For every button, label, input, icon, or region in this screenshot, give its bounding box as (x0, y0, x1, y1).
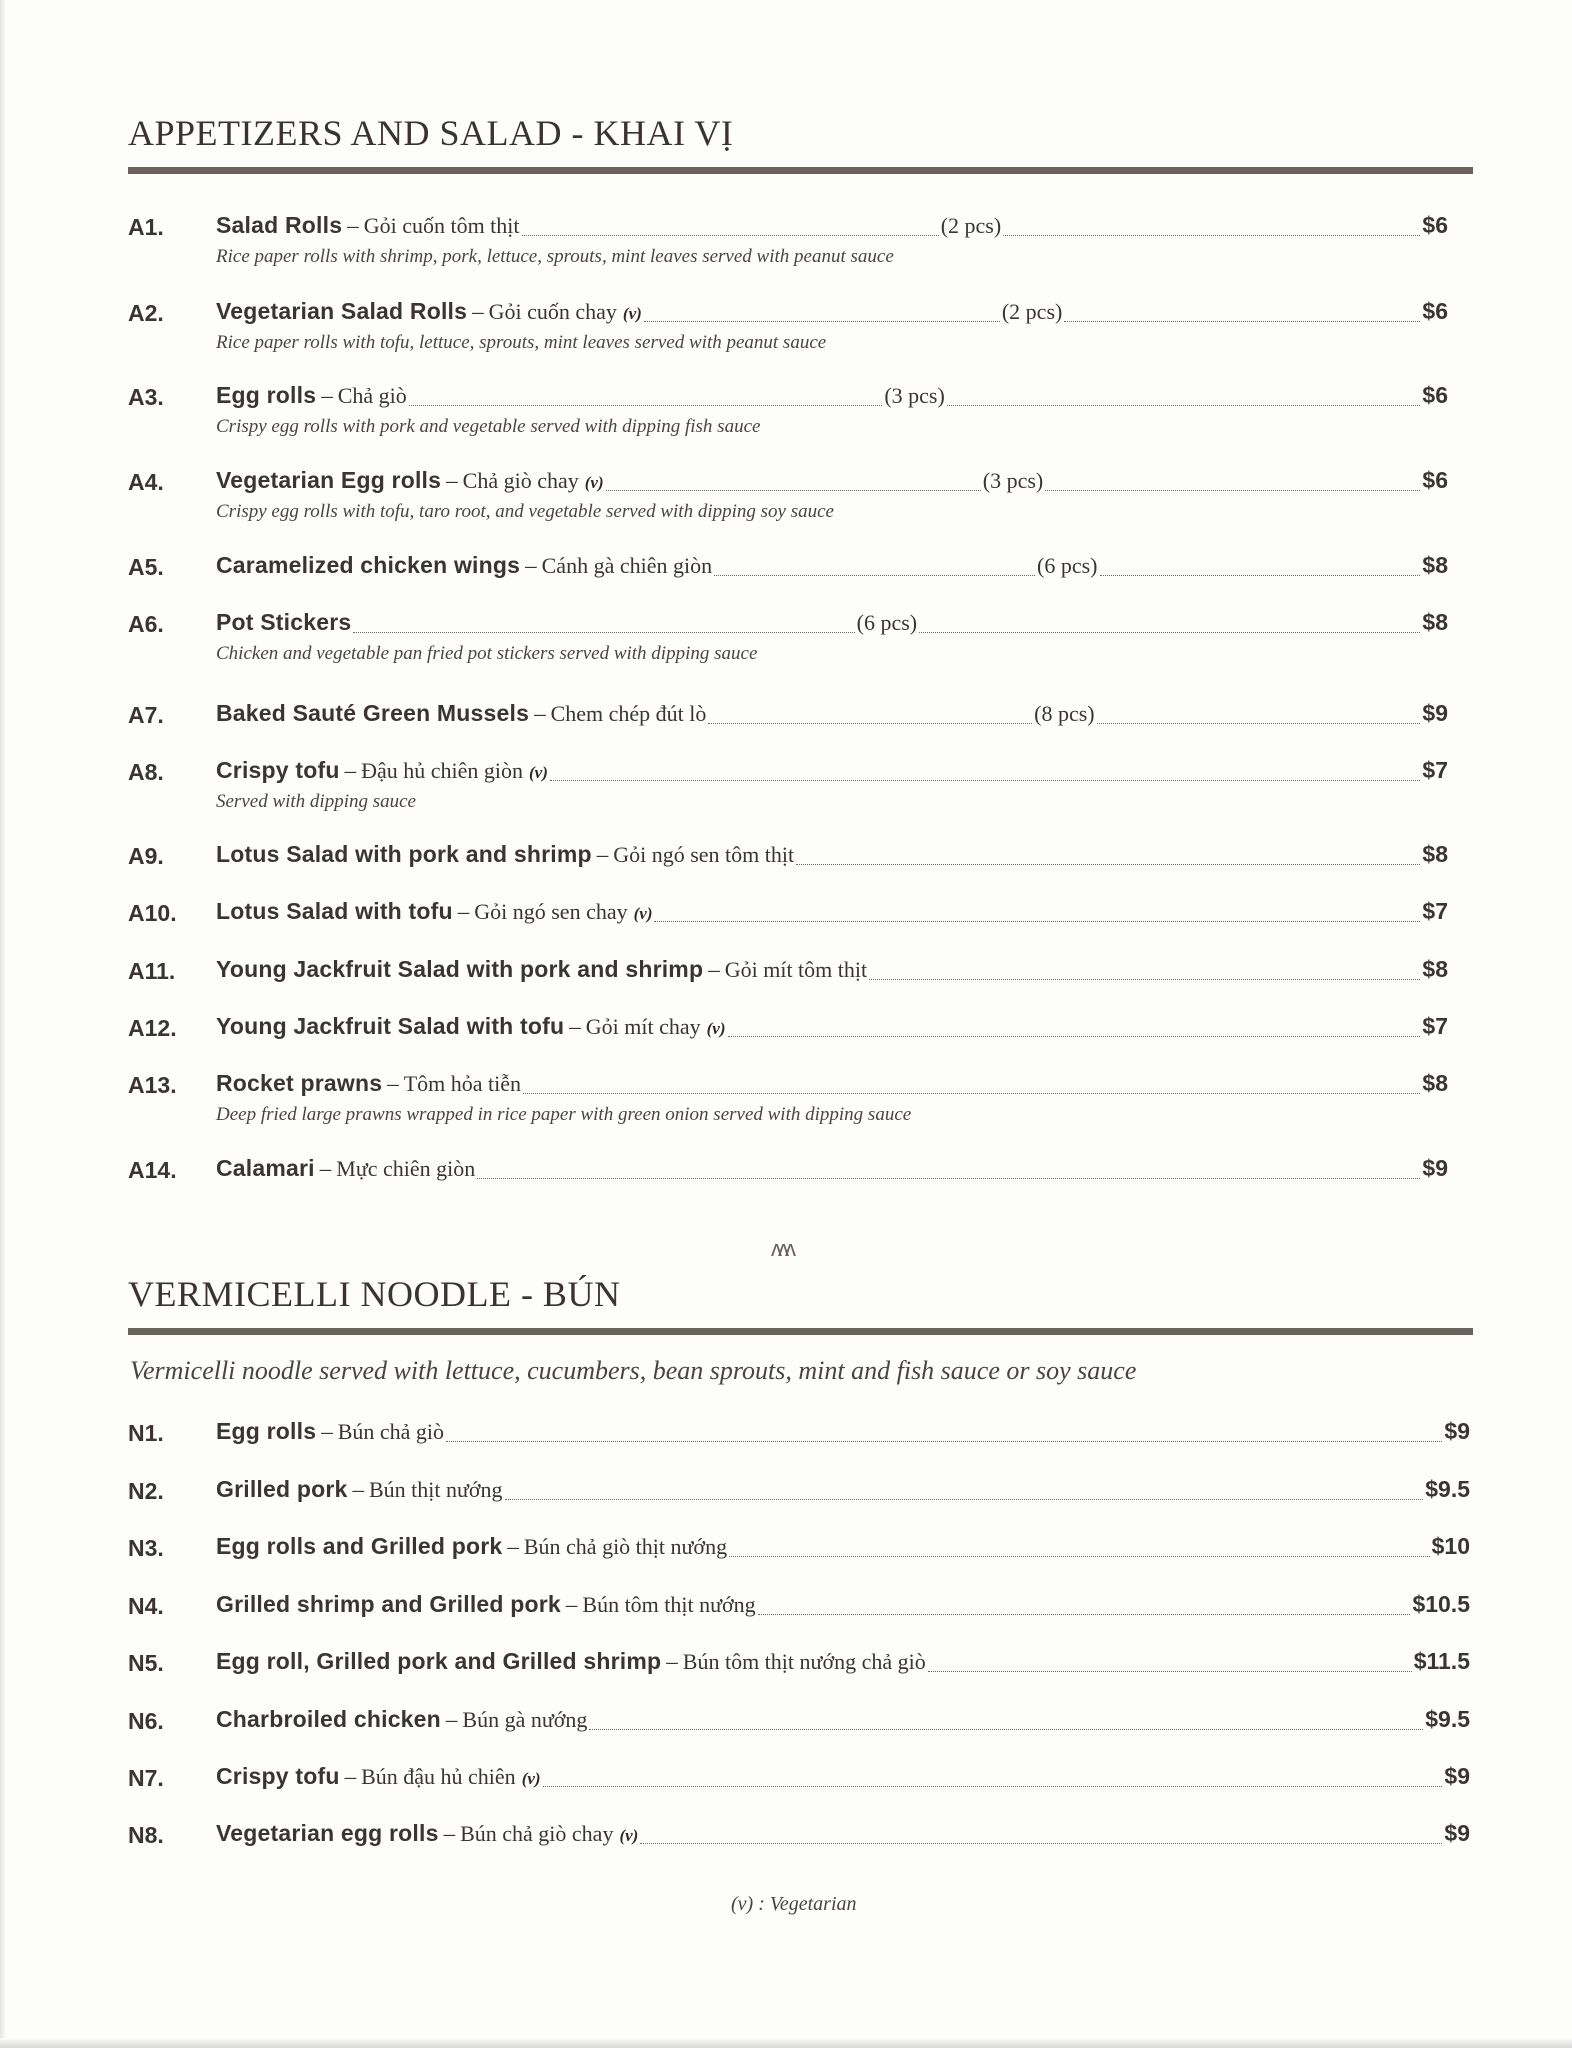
name-separator: – (596, 842, 609, 867)
item-vietnamese-name: Đậu hủ chiên giòn (361, 758, 523, 783)
item-vietnamese-name: Chả giò chay (462, 468, 579, 493)
name-separator: – (445, 1707, 458, 1732)
menu-item-row (216, 298, 1448, 330)
item-vietnamese-name: Cánh gà chiên giòn (541, 553, 713, 578)
item-name: Young Jackfruit Salad with pork and shrimp (216, 956, 704, 982)
item-price: $8 (1422, 1070, 1448, 1096)
name-separator: – (319, 1156, 332, 1181)
item-price: $7 (1422, 757, 1448, 783)
name-separator: – (708, 957, 720, 982)
item-code: N6. (128, 1708, 164, 1734)
item-vietnamese-name: Gỏi mít chay (585, 1014, 701, 1039)
menu-item-row (216, 609, 1448, 641)
item-quantity: (3 pcs) (884, 383, 945, 408)
scan-edge-bottom (0, 2038, 1572, 2048)
dotted-leader (796, 863, 1420, 865)
noodles-title: VERMICELLI NOODLE - BÚN (128, 1274, 621, 1314)
item-name: Grilled shrimp and Grilled pork (216, 1591, 561, 1617)
item-name: Calamari (216, 1155, 315, 1181)
item-price: $9.5 (1425, 1476, 1470, 1502)
item-code: N2. (128, 1478, 164, 1504)
item-name: Lotus Salad with pork and shrimp (216, 841, 592, 867)
menu-item-row (216, 552, 1448, 584)
item-code: A7. (128, 702, 164, 728)
item-description: Chicken and vegetable pan fried pot stickers served with dipping sauce (216, 643, 758, 664)
dotted-leader (1045, 489, 1420, 491)
dotted-leader (446, 1440, 1442, 1442)
dotted-leader (947, 404, 1421, 406)
name-separator: – (507, 1534, 519, 1559)
dotted-leader (550, 779, 1421, 781)
name-separator: – (387, 1071, 399, 1096)
name-separator: – (457, 899, 470, 924)
item-vietnamese-name: Bún chả giò chay (460, 1821, 614, 1846)
item-description: Crispy egg rolls with tofu, taro root, and vegetable served with dipping soy sauce (216, 501, 834, 522)
item-price: $7 (1422, 1013, 1448, 1039)
item-price: $6 (1422, 467, 1448, 493)
item-vietnamese-name: Bún chả giò (337, 1419, 445, 1444)
name-separator: – (666, 1649, 678, 1674)
name-separator: – (344, 1764, 357, 1789)
item-price: $11.5 (1413, 1648, 1470, 1674)
dotted-leader (505, 1498, 1424, 1500)
item-code: A12. (128, 1015, 177, 1041)
item-name: Vegetarian Egg rolls (216, 467, 442, 493)
item-price: $7 (1422, 898, 1448, 924)
name-separator: – (446, 468, 458, 493)
item-code: N1. (128, 1420, 164, 1446)
menu-item-row (216, 1418, 1470, 1450)
item-description: Rice paper rolls with tofu, lettuce, sprouts, mint leaves served with peanut sauce (216, 332, 827, 353)
menu-item-row (216, 1013, 1448, 1045)
item-code: A3. (128, 384, 164, 410)
noodles-divider (128, 1328, 1473, 1335)
item-price: $8 (1422, 552, 1449, 578)
menu-item-row (216, 956, 1448, 988)
appetizers-title: APPETIZERS AND SALAD - KHAI VỊ (128, 113, 734, 153)
menu-item-row (216, 382, 1448, 414)
dotted-leader (477, 1177, 1420, 1179)
item-price: $9 (1444, 1820, 1470, 1846)
item-vietnamese-name: Bún thịt nướng (368, 1477, 503, 1502)
item-name: Young Jackfruit Salad with tofu (216, 1013, 565, 1039)
menu-item-row (216, 757, 1448, 789)
item-code: N4. (128, 1593, 164, 1619)
item-name: Salad Rolls (216, 212, 343, 238)
vegetarian-mark: (v) (529, 763, 548, 782)
dotted-leader (654, 920, 1420, 922)
item-price: $9 (1422, 700, 1448, 726)
menu-item-row (216, 1476, 1470, 1508)
item-name: Charbroiled chicken (216, 1706, 441, 1732)
item-vietnamese-name: Bún chả giò thịt nướng (523, 1534, 728, 1559)
menu-item-row (216, 1070, 1448, 1102)
item-quantity: (2 pcs) (1001, 299, 1063, 324)
item-name: Pot Stickers (216, 609, 352, 635)
item-code: N7. (128, 1765, 164, 1791)
menu-item-row (216, 1706, 1470, 1738)
item-code: A4. (128, 469, 164, 495)
scan-edge-left (0, 0, 6, 2048)
name-separator: – (321, 1419, 333, 1444)
name-separator: – (525, 553, 537, 578)
item-code: A5. (128, 554, 164, 580)
item-code: A13. (128, 1072, 177, 1098)
item-price: $10.5 (1412, 1591, 1470, 1617)
dotted-leader (708, 722, 1032, 724)
item-code: A14. (128, 1157, 177, 1183)
dotted-leader (543, 1785, 1443, 1787)
item-price: $8 (1422, 956, 1448, 982)
vegetarian-mark: (v) (706, 1019, 726, 1038)
menu-item-row (216, 841, 1448, 873)
item-name: Egg roll, Grilled pork and Grilled shrimp (216, 1648, 662, 1674)
dotted-leader (729, 1555, 1430, 1557)
menu-item-row (216, 1648, 1470, 1680)
dotted-leader (919, 631, 1420, 633)
menu-item-row (216, 1591, 1470, 1623)
item-description: Rice paper rolls with shrimp, pork, lettuce, sprouts, mint leaves served with peanut sauce (216, 246, 894, 267)
item-vietnamese-name: Gỏi ngó sen tôm thịt (613, 842, 795, 867)
dotted-leader (523, 1092, 1420, 1094)
menu-item-row (216, 1820, 1470, 1852)
item-price: $9 (1444, 1418, 1470, 1444)
item-price: $9.5 (1425, 1706, 1470, 1732)
menu-item-row (216, 898, 1448, 930)
item-code: A10. (128, 900, 177, 926)
name-separator: – (352, 1477, 364, 1502)
item-code: A8. (128, 759, 164, 785)
dotted-leader (409, 404, 883, 406)
item-description: Deep fried large prawns wrapped in rice paper with green onion served with dipping sauce (216, 1104, 912, 1125)
appetizers-divider (128, 167, 1473, 174)
item-price: $6 (1422, 382, 1448, 408)
item-price: $8 (1422, 841, 1448, 867)
menu-item-row (216, 212, 1448, 244)
vegetarian-mark: (v) (622, 304, 642, 323)
item-price: $6 (1422, 298, 1448, 324)
item-price: $8 (1422, 609, 1448, 635)
noodles-intro: Vermicelli noodle served with lettuce, cucumbers, bean sprouts, mint and fish sauce or soy sauce (130, 1356, 1137, 1385)
item-code: N3. (128, 1535, 164, 1561)
item-quantity: (6 pcs) (856, 610, 918, 635)
item-name: Egg rolls (216, 1418, 317, 1444)
item-name: Grilled pork (216, 1476, 348, 1502)
item-name: Crispy tofu (216, 1763, 340, 1789)
item-vietnamese-name: Gỏi ngó sen chay (474, 899, 628, 924)
item-code: A9. (128, 843, 164, 869)
vegetarian-mark: (v) (619, 1826, 639, 1845)
item-quantity: (6 pcs) (1037, 553, 1098, 578)
item-vietnamese-name: Bún tôm thịt nướng (582, 1592, 756, 1617)
menu-item-row (216, 1763, 1470, 1795)
name-separator: – (569, 1014, 581, 1039)
item-vietnamese-name: Gỏi mít tôm thịt (724, 957, 868, 982)
item-vietnamese-name: Bún đậu hủ chiên (361, 1764, 516, 1789)
dotted-leader (522, 234, 939, 236)
dotted-leader (1100, 574, 1421, 576)
item-code: A6. (128, 611, 164, 637)
item-vietnamese-name: Chả giò (337, 383, 407, 408)
item-code: A1. (128, 214, 164, 240)
item-vietnamese-name: Mực chiên giòn (336, 1156, 476, 1181)
vegetarian-footnote: (v) : Vegetarian (731, 1893, 857, 1915)
item-price: $9 (1444, 1763, 1470, 1789)
menu-item-row (216, 467, 1448, 499)
dotted-leader (728, 1035, 1421, 1037)
menu-item-row (216, 1533, 1470, 1565)
item-name: Caramelized chicken wings (216, 552, 521, 578)
name-separator: – (565, 1592, 578, 1617)
item-description: Crispy egg rolls with pork and vegetable served with dipping fish sauce (216, 416, 761, 437)
item-description: Served with dipping sauce (216, 791, 416, 812)
dotted-leader (640, 1842, 1442, 1844)
vegetarian-mark: (v) (521, 1769, 541, 1788)
dotted-leader (1097, 722, 1421, 724)
item-vietnamese-name: Tôm hỏa tiễn (403, 1071, 522, 1096)
item-quantity: (8 pcs) (1034, 701, 1095, 726)
vegetarian-mark: (v) (633, 904, 653, 923)
item-price: $9 (1422, 1155, 1448, 1181)
dotted-leader (353, 631, 854, 633)
item-vietnamese-name: Chem chép đút lò (550, 701, 707, 726)
item-name: Egg rolls and Grilled pork (216, 1533, 503, 1559)
dotted-leader (1003, 234, 1420, 236)
item-quantity: (2 pcs) (940, 213, 1002, 238)
name-separator: – (443, 1821, 456, 1846)
item-vietnamese-name: Bún tôm thịt nướng chả giò (682, 1649, 926, 1674)
name-separator: – (344, 758, 357, 783)
item-name: Egg rolls (216, 382, 317, 408)
ornament-divider: ʌʌʌ (771, 1236, 792, 1261)
item-vietnamese-name: Gỏi cuốn chay (488, 299, 617, 324)
dotted-leader (1064, 320, 1420, 322)
name-separator: – (472, 299, 484, 324)
item-code: N5. (128, 1650, 164, 1676)
menu-item-row (216, 700, 1448, 732)
dotted-leader (589, 1728, 1423, 1730)
item-vietnamese-name: Gỏi cuốn tôm thịt (363, 213, 520, 238)
dotted-leader (714, 574, 1035, 576)
name-separator: – (347, 213, 359, 238)
dotted-leader (606, 489, 981, 491)
dotted-leader (758, 1613, 1411, 1615)
item-price: $6 (1422, 212, 1448, 238)
item-name: Baked Sauté Green Mussels (216, 700, 530, 726)
item-name: Lotus Salad with tofu (216, 898, 453, 924)
item-vietnamese-name: Bún gà nướng (462, 1707, 588, 1732)
item-name: Vegetarian egg rolls (216, 1820, 439, 1846)
item-name: Crispy tofu (216, 757, 340, 783)
name-separator: – (321, 383, 333, 408)
item-code: A2. (128, 300, 164, 326)
menu-item-row (216, 1155, 1448, 1187)
dotted-leader (869, 978, 1420, 980)
item-code: A11. (128, 958, 176, 984)
item-code: N8. (128, 1822, 164, 1848)
item-name: Vegetarian Salad Rolls (216, 298, 468, 324)
item-name: Rocket prawns (216, 1070, 383, 1096)
item-price: $10 (1431, 1533, 1470, 1559)
item-quantity: (3 pcs) (982, 468, 1044, 493)
dotted-leader (644, 320, 1000, 322)
name-separator: – (534, 701, 546, 726)
vegetarian-mark: (v) (584, 473, 604, 492)
dotted-leader (928, 1670, 1412, 1672)
